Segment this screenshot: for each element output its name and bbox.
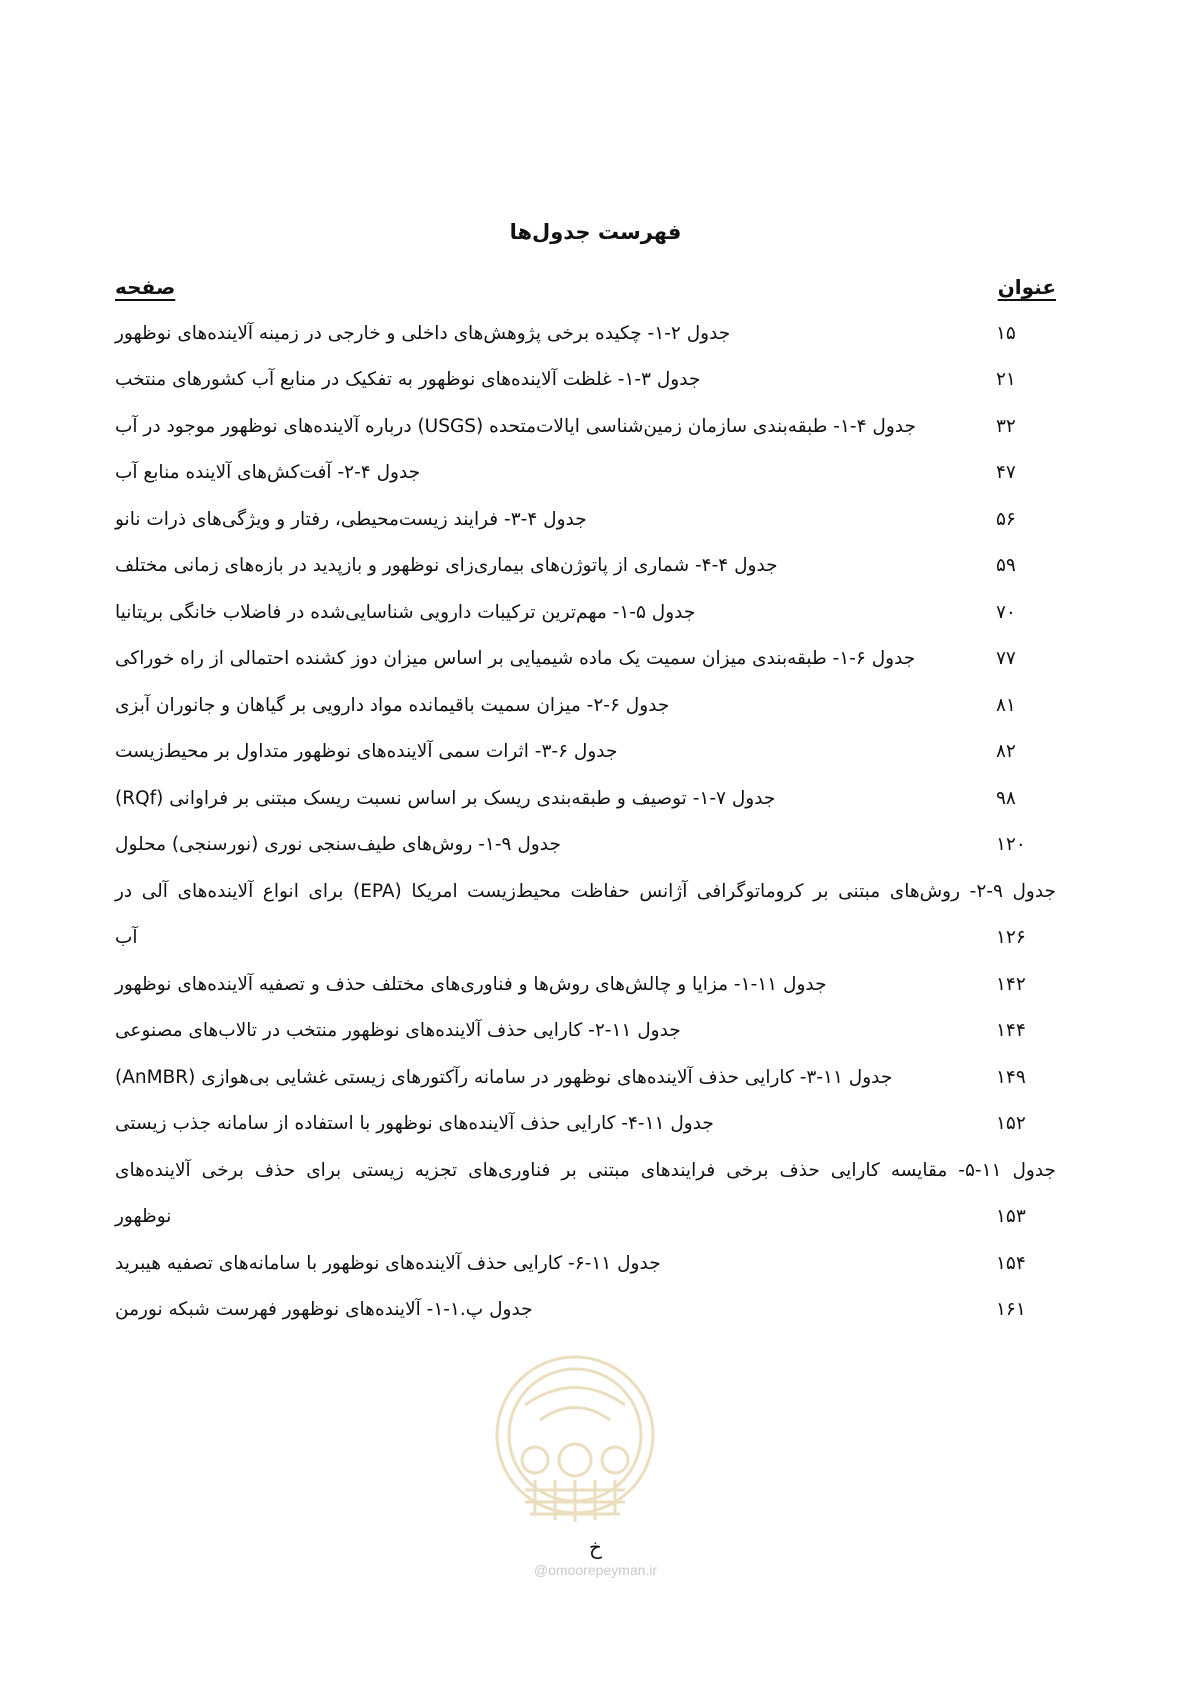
toc-entry-title: جدول ۱۱-۵- مقایسه کارایی حذف برخی فرایندهای مبتنی بر فناوری‌های تجزیه زیستی برای حذف برخی آلاینده‌های	[115, 1159, 1056, 1181]
toc-entry-page: ۹۸	[996, 787, 1016, 809]
toc-entry-title: جدول ۵-۱- مهم‌ترین ترکیبات دارویی شناسایی‌شده در فاضلاب خانگی بریتانیا	[115, 601, 696, 623]
toc-entry-page: ۱۵۴	[996, 1252, 1026, 1274]
toc-entry	[115, 636, 1056, 683]
toc-entry-page: ۷۰	[996, 601, 1016, 623]
toc-entry-continuation	[115, 1194, 1056, 1241]
toc-entry-title: جدول ۶-۳- اثرات سمی آلاینده‌های نوظهور متداول بر محیط‌زیست	[115, 741, 618, 763]
toc-entry-page: ۱۴۹	[996, 1066, 1026, 1088]
toc-entry-title: جدول ۱۱-۳- کارایی حذف آلاینده‌های نوظهور در سامانه رآکتورهای زیستی غشایی بی‌هوازی (AnMBR)	[115, 1066, 893, 1088]
toc-entry	[115, 1240, 1056, 1287]
toc-entry-title: جدول ۶-۲- میزان سمیت باقیمانده مواد دارویی بر گیاهان و جانوران آبزی	[115, 694, 670, 716]
watermark-url: @omoorepeyman.ir	[533, 1562, 658, 1578]
page-title: فهرست جدول‌ها	[509, 220, 682, 244]
toc-entry-page: ۷۷	[996, 648, 1016, 670]
toc-entry-title: جدول ۱۱-۲- کارایی حذف آلاینده‌های نوظهور منتخب در تالاب‌های مصنوعی	[115, 1020, 681, 1042]
toc-entry-title: جدول ۲-۱- چکیده برخی پژوهش‌های داخلی و خارجی در زمینه آلاینده‌های نوظهور	[115, 322, 731, 344]
title-column-label: عنوان	[997, 275, 1056, 299]
toc-entry-page: ۵۶	[996, 508, 1016, 530]
toc-entry-title-continued: آب	[115, 927, 138, 949]
toc-entry	[115, 961, 1056, 1008]
toc-entry	[115, 589, 1056, 636]
toc-entry	[115, 729, 1056, 776]
toc-entry-title: جدول ۱۱-۱- مزایا و چالش‌های روش‌ها و فناوری‌های مختلف حذف و تصفیه آلاینده‌های نوظهور	[115, 973, 827, 995]
toc-entry-page: ۱۴۴	[996, 1020, 1026, 1042]
toc-entry	[115, 310, 1056, 357]
toc-entry	[115, 775, 1056, 822]
toc-entry	[115, 1101, 1056, 1148]
toc-entry-title: جدول ۹-۲- روش‌های مبتنی بر کروماتوگرافی آژانس حفاظت محیط‌زیست امریکا (EPA) برای انواع آلاینده‌های آلی در	[115, 880, 1056, 902]
toc-entry-page: ۱۶۱	[996, 1299, 1026, 1321]
toc-entry	[115, 450, 1056, 497]
toc-entry-page: ۱۵۲	[996, 1113, 1026, 1135]
toc-entry-title-continued: نوظهور	[115, 1206, 172, 1228]
toc-entry	[115, 822, 1056, 869]
toc-entry-page: ۴۷	[996, 462, 1016, 484]
toc-entry-page: ۵۹	[996, 555, 1016, 577]
toc-entry-page: ۲۱	[996, 369, 1016, 391]
page-number: خ	[589, 1535, 602, 1559]
toc-entry-title: جدول ۴-۴- شماری از پاتوژن‌های بیماری‌زای نوظهور و بازپدید در بازه‌های زمانی مختلف	[115, 555, 778, 577]
toc-entry-title: جدول ۶-۱- طبقه‌بندی میزان سمیت یک ماده شیمیایی بر اساس میزان دوز کشنده احتمالی از راه خوراکی	[115, 648, 916, 670]
toc-entry-page: ۱۲۰	[996, 834, 1026, 856]
page-column-label: صفحه	[115, 275, 176, 299]
toc-entry-continuation	[115, 915, 1056, 962]
toc-entry	[115, 1054, 1056, 1101]
toc-entry-title: جدول ۹-۱- روش‌های طیف‌سنجی نوری (نورسنجی) محلول	[115, 834, 561, 856]
toc-entry-page: ۱۵	[996, 322, 1016, 344]
toc-entry-page: ۱۵۳	[996, 1206, 1026, 1228]
toc-entry	[115, 1147, 1056, 1194]
toc-entry-title: جدول ۴-۳- فرایند زیست‌محیطی، رفتار و ویژگی‌های ذرات نانو	[115, 508, 587, 530]
toc-entry	[115, 682, 1056, 729]
toc-entry	[115, 1287, 1056, 1334]
table-of-tables	[115, 310, 1056, 1333]
toc-entry-title: جدول ۱۱-۶- کارایی حذف آلاینده‌های نوظهور با سامانه‌های تصفیه هیبرید	[115, 1252, 661, 1274]
toc-entry-title: جدول ۴-۱- طبقه‌بندی سازمان زمین‌شناسی ایالات‌متحده (USGS) درباره آلاینده‌های نوظهور موجود در آب	[115, 415, 916, 437]
toc-entry-page: ۸۲	[996, 741, 1016, 763]
toc-entry-page: ۸۱	[996, 694, 1016, 716]
toc-entry	[115, 1008, 1056, 1055]
toc-entry	[115, 403, 1056, 450]
toc-entry-title: جدول ۱۱-۴- کارایی حذف آلاینده‌های نوظهور با استفاده از سامانه جذب زیستی	[115, 1113, 714, 1135]
publisher-seal-watermark	[490, 1350, 660, 1530]
toc-entry	[115, 357, 1056, 404]
toc-entry-page: ۱۴۲	[996, 973, 1026, 995]
toc-header	[115, 272, 1056, 302]
toc-entry-title: جدول ۷-۱- توصیف و طبقه‌بندی ریسک بر اساس نسبت ریسک مبتنی بر فراوانی (RQf)	[115, 787, 776, 809]
toc-entry-page: ۳۲	[996, 415, 1016, 437]
toc-entry-title: جدول ۳-۱- غلظت آلاینده‌های نوظهور به تفکیک در منابع آب کشورهای منتخب	[115, 369, 701, 391]
toc-entry-title: جدول ۴-۲- آفت‌کش‌های آلاینده منابع آب	[115, 462, 421, 484]
toc-entry	[115, 496, 1056, 543]
toc-entry	[115, 868, 1056, 915]
toc-entry	[115, 543, 1056, 590]
toc-entry-title: جدول پ.۱-۱- آلاینده‌های نوظهور فهرست شبکه نورمن	[115, 1299, 533, 1321]
toc-entry-page: ۱۲۶	[996, 927, 1026, 949]
